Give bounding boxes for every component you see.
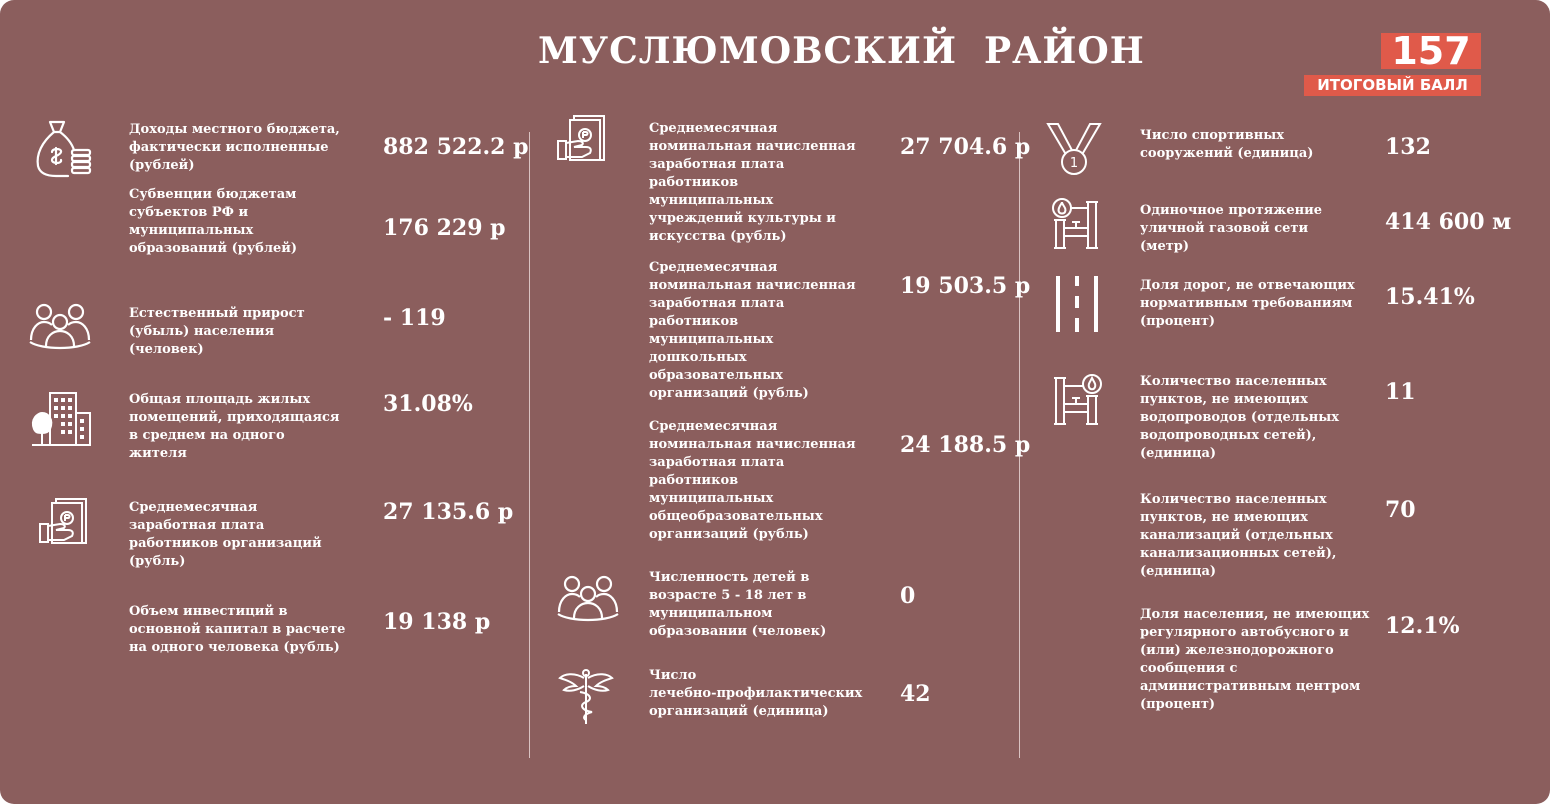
gas-network-value: 414 600 м bbox=[1385, 209, 1512, 235]
culture-salary-label: Среднемесячная номинальная начисленная заработная плата работников муниципальных учреждений культуры и искусства (рубль) bbox=[649, 121, 856, 244]
road-icon bbox=[1052, 274, 1102, 334]
people-icon bbox=[28, 300, 92, 350]
medical-orgs-value: 42 bbox=[900, 681, 931, 707]
subventions-value: 176 229 р bbox=[383, 215, 506, 241]
investment-label: Объем инвестиций в основной капитал в расчете на одного человека (рубль) bbox=[129, 604, 346, 655]
cash-hand-icon bbox=[38, 496, 92, 548]
bad-roads-label: Доля дорог, не отвечающих нормативным требованиям (процент) bbox=[1140, 278, 1355, 329]
living-space-label: Общая площадь жилых помещений, приходящаяся в среднем на одного жителя bbox=[129, 392, 340, 461]
column-divider-1 bbox=[529, 132, 530, 758]
svg-text:1: 1 bbox=[1069, 156, 1079, 171]
culture-salary-value: 27 704.6 р bbox=[900, 134, 1031, 160]
school-salary-value: 24 188.5 р bbox=[900, 432, 1031, 458]
medal-icon bbox=[1044, 120, 1104, 178]
page-title: МУСЛЮМОВСКИЙ РАЙОН bbox=[538, 30, 1145, 72]
cash-hand-icon bbox=[556, 113, 610, 165]
people-icon bbox=[556, 572, 620, 622]
medical-orgs-label: Число лечебно-профилактических организаций (единица) bbox=[649, 668, 863, 719]
bad-roads-value: 15.41% bbox=[1385, 284, 1475, 310]
investment-value: 19 138 р bbox=[383, 609, 491, 635]
gas-pipe-icon bbox=[1048, 196, 1104, 252]
no-water-label: Количество населенных пунктов, не имеющих водопроводов (отдельных водопроводных сетей), (единица) bbox=[1140, 374, 1340, 461]
no-transport-value: 12.1% bbox=[1385, 613, 1460, 639]
sports-facilities-label: Число спортивных сооружений (единица) bbox=[1140, 128, 1314, 161]
water-pipe-icon bbox=[1048, 372, 1104, 428]
no-transport-label: Доля населения, не имеющих регулярного автобусного и (или) железнодорожного сообщения с административным центром (процент) bbox=[1140, 607, 1370, 712]
preschool-salary-value: 19 503.5 р bbox=[900, 273, 1031, 299]
subventions-label: Субвенции бюджетам субъектов РФ и муниципальных образований (рублей) bbox=[129, 187, 298, 256]
money-bag-icon bbox=[34, 118, 92, 180]
score-badge: 157 bbox=[1381, 33, 1481, 69]
caduceus-icon bbox=[558, 668, 614, 726]
children-count-value: 0 bbox=[900, 583, 916, 609]
score-label: ИТОГОВЫЙ БАЛЛ bbox=[1304, 75, 1481, 96]
preschool-salary-label: Среднемесячная номинальная начисленная заработная плата работников муниципальных дошкольных образовательных организаций (рубль) bbox=[649, 260, 856, 401]
living-space-value: 31.08% bbox=[383, 391, 473, 417]
sports-facilities-value: 132 bbox=[1385, 134, 1431, 160]
building-icon bbox=[30, 389, 92, 447]
avg-salary-label: Среднемесячная заработная плата работников организаций (рубль) bbox=[129, 500, 322, 569]
population-growth-label: Естественный прирост (убыль) населения (человек) bbox=[129, 306, 305, 357]
population-growth-value: - 119 bbox=[383, 305, 446, 331]
no-sewer-label: Количество населенных пунктов, не имеющих канализаций (отдельных канализационных сетей), (единица) bbox=[1140, 492, 1337, 579]
children-count-label: Численность детей в возрасте 5 - 18 лет в муниципальном образовании (человек) bbox=[649, 570, 827, 639]
school-salary-label: Среднемесячная номинальная начисленная заработная плата работников муниципальных общеобразовательных организаций (рубль) bbox=[649, 419, 856, 542]
gas-network-label: Одиночное протяжение уличной газовой сети (метр) bbox=[1140, 203, 1323, 254]
no-sewer-value: 70 bbox=[1385, 497, 1416, 523]
budget-income-value: 882 522.2 р bbox=[383, 134, 529, 160]
no-water-value: 11 bbox=[1385, 379, 1416, 405]
avg-salary-value: 27 135.6 р bbox=[383, 499, 514, 525]
budget-income-label: Доходы местного бюджета, фактически исполненные (рублей) bbox=[129, 122, 340, 173]
